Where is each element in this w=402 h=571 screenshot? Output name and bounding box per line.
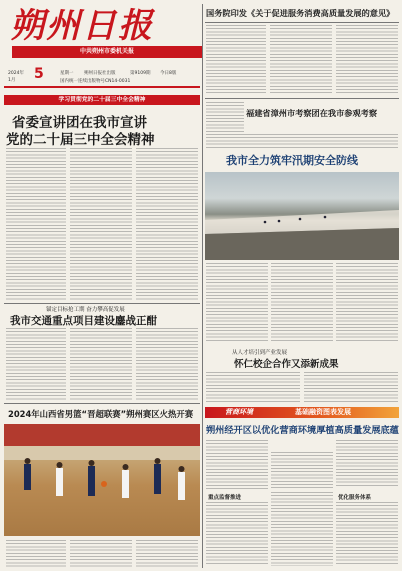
text-column xyxy=(136,540,198,568)
column-divider xyxy=(202,4,203,568)
photo-flood-embankment xyxy=(205,172,399,260)
text-block xyxy=(206,134,398,148)
kicker-huairen: 从人才培引到产业发展 xyxy=(232,350,288,356)
text-column xyxy=(271,263,333,343)
study-banner: 学习贯彻党的二十届三中全会精神 xyxy=(4,95,200,105)
headline-projects: 我市交通重点项目建设鏖战正酣 xyxy=(10,315,157,327)
text-column xyxy=(70,148,132,300)
divider xyxy=(4,303,200,304)
text-column xyxy=(206,25,266,95)
headline-fujian: 福建省漳州市考察团在我市参观考察 xyxy=(246,108,378,118)
issue-org: 朔州日报社出版 xyxy=(84,71,116,76)
text-column xyxy=(336,263,398,343)
masthead-bar: 中共朔州市委机关报 xyxy=(12,46,202,58)
text-column xyxy=(270,25,332,95)
subhead-left: 重点监督推进 xyxy=(208,495,242,501)
text-column xyxy=(136,148,198,300)
text-column xyxy=(70,328,132,400)
issue-year: 2024年 xyxy=(8,71,24,76)
issue-month: 1月 xyxy=(8,78,16,83)
text-column xyxy=(206,372,300,404)
divider xyxy=(205,98,399,99)
newspaper-logo: 朔州日报 xyxy=(10,6,154,46)
headline-state-council: 国务院印发《关于促进服务消费高质量发展的意见》 xyxy=(206,8,395,18)
text-column xyxy=(206,440,268,490)
headline-lecture-line1: 省委宣讲团在我市宣讲 xyxy=(12,115,147,131)
text-column xyxy=(6,148,66,300)
stripe-label: 基础融资图表发展 xyxy=(295,408,351,416)
headline-flood: 我市全力筑牢汛期安全防线 xyxy=(226,154,358,167)
headline-huairen: 怀仁校企合作又添新成果 xyxy=(234,359,339,370)
headline-basketball: 2024年山西省男篮“晋超联赛”朔州赛区火热开赛 xyxy=(8,409,194,419)
issue-weekday: 星期一 xyxy=(60,71,74,76)
photo-basketball-game xyxy=(4,424,200,536)
text-column xyxy=(206,263,268,343)
section-stripe xyxy=(205,407,399,418)
stripe-tag: 营商环境 xyxy=(225,408,253,416)
issue-cn: 国内统一连续出版物号CN14-0031 xyxy=(60,79,131,84)
issue-number: 第9109期 xyxy=(130,71,151,76)
text-column xyxy=(336,25,398,95)
text-column xyxy=(70,540,132,568)
headline-lecture-line2: 党的二十届三中全会精神 xyxy=(6,132,155,148)
masthead-rule xyxy=(4,86,200,88)
text-column xyxy=(336,502,398,566)
subhead-right: 优化服务体系 xyxy=(338,495,372,501)
headline-devzone: 朔州经开区以优化营商环境厚植高质量发展底蕴 xyxy=(206,425,399,436)
text-column xyxy=(206,502,268,566)
text-column xyxy=(304,372,398,404)
divider xyxy=(4,403,200,404)
issue-pages: 今日8版 xyxy=(160,71,177,76)
kicker-projects: 锚定目标抢工期 奋力攀高促发展 xyxy=(46,307,125,313)
divider xyxy=(205,22,399,23)
text-column xyxy=(136,328,198,400)
text-column xyxy=(6,540,66,568)
text-column xyxy=(6,328,66,400)
embankment-illustration xyxy=(205,172,399,260)
text-column xyxy=(336,440,398,488)
text-column xyxy=(206,102,244,132)
masthead xyxy=(4,4,200,70)
text-column xyxy=(271,492,333,566)
issue-day: 5 xyxy=(34,66,44,82)
basketball-illustration xyxy=(4,424,200,536)
text-column xyxy=(271,452,333,488)
